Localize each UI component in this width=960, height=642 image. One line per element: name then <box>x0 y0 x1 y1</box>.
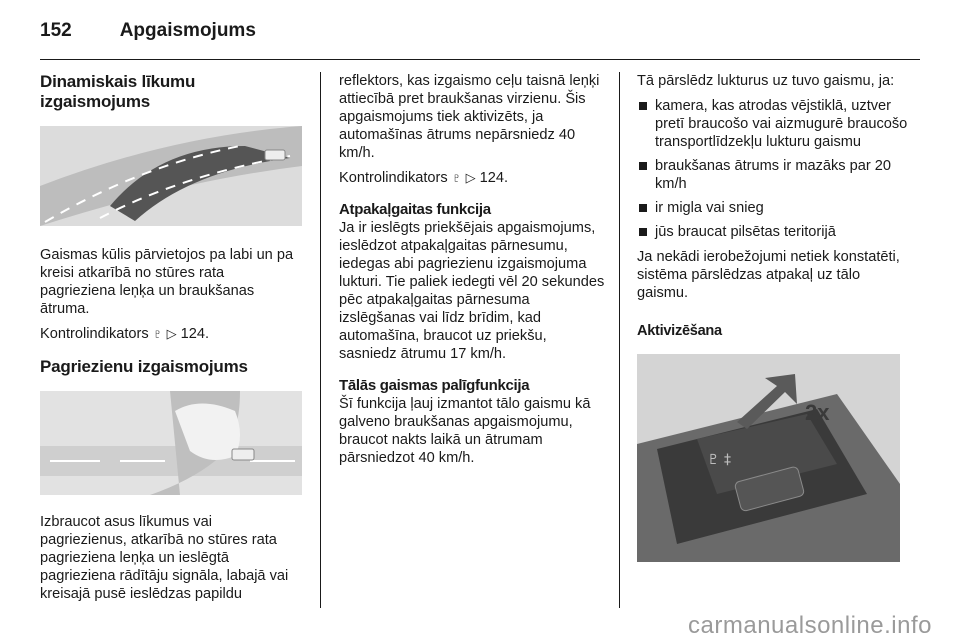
page-title: Apgaismojums <box>119 20 256 41</box>
indicator-lamp-icon: ♇ <box>152 326 163 341</box>
control-indicator-label: Kontrolindikators <box>40 326 149 342</box>
control-indicator-page-ref: 124. <box>180 326 210 342</box>
control-indicator-line-1 <box>40 325 302 343</box>
svg-text:♇ ‡: ♇ ‡ <box>707 452 732 468</box>
heading-reverse-function: Atpakaļgaitas funkcija <box>339 201 491 218</box>
paragraph-reflector-description: reflektors, kas izgaismo ceļu taisnā leņķi attiecībā pret braukšanas virzienu. Šis apgaismojums tiek aktivizēts, ja automašīnas ātrums nepārsniedz 40 km/h. <box>339 73 600 161</box>
paragraph-cornering-description: Izbraucot asus līkumus vai pagriezienus, atkarībā no stūres rata pagrieziena leņķa un ieslēgtā pagrieziena rādītāju signāla, labajā vai kreisajā pusē ieslēdzas papildu <box>40 514 289 602</box>
control-indicator-page-ref: 124. <box>479 170 509 186</box>
square-bullet-icon <box>639 102 647 110</box>
list-item: ir migla vai snieg <box>637 199 909 217</box>
curve-lighting-diagram <box>40 126 302 226</box>
list-item: jūs braucat pilsētas teritorijā <box>637 223 909 241</box>
indicator-lamp-icon: ♇ <box>451 170 462 185</box>
page-header <box>40 20 256 46</box>
page-reference-arrow-icon: ▷ <box>166 326 177 341</box>
figure-label-2x: 2x <box>805 400 830 425</box>
paragraph-switch-conditions-intro: Tā pārslēdz lukturus uz tuvo gaismu, ja: <box>637 73 895 89</box>
control-indicator-label: Kontrolindikators <box>339 170 448 186</box>
heading-dynamic-curve-lighting: Dinamiskais līkumu izgaismojums <box>40 72 196 111</box>
column-1 <box>40 72 302 610</box>
square-bullet-icon <box>639 204 647 212</box>
square-bullet-icon <box>639 228 647 236</box>
column-divider-2 <box>619 72 620 608</box>
list-item: braukšanas ātrums ir mazāks par 20 km/h <box>637 157 909 193</box>
conditions-list <box>637 97 909 241</box>
column-2 <box>339 72 607 474</box>
list-item: kamera, kas atrodas vējstiklā, uztver pretī braucošo vai aizmugurē braucošo transportlīdzekļu lukturu gaismu <box>637 97 909 151</box>
curve-lighting-illustration <box>40 126 302 226</box>
paragraph-high-beam-description: Šī funkcija ļauj izmantot tālo gaismu kā galveno braukšanas apgaismojumu, braucot nakts laikā un ātrumam pārsniedzot 40 km/h. <box>339 396 591 466</box>
column-divider-1 <box>320 72 321 608</box>
paragraph-switch-back: Ja nekādi ierobežojumi netiek konstatēti, sistēma pārslēdzas atpakaļ uz tālo gaismu. <box>637 249 900 301</box>
square-bullet-icon <box>639 162 647 170</box>
page-number: 152 <box>40 20 72 41</box>
cornering-light-diagram <box>40 391 302 495</box>
control-indicator-line-2 <box>339 169 607 187</box>
column-3 <box>637 72 909 562</box>
heading-high-beam-assist: Tālās gaismas palīgfunkcija <box>339 377 530 394</box>
turn-signal-lever-diagram <box>637 354 900 562</box>
cornering-light-illustration <box>40 391 302 495</box>
watermark: carmanualsonline.info <box>688 612 932 639</box>
page-reference-arrow-icon: ▷ <box>465 170 476 185</box>
paragraph-beam-movement: Gaismas kūlis pārvietojos pa labi un pa kreisi atkarībā no stūres rata pagrieziena leņķa un braukšanas ātruma. <box>40 247 294 317</box>
heading-cornering-light: Pagriezienu izgaismojums <box>40 357 248 376</box>
paragraph-reverse-description: Ja ir ieslēgts priekšējais apgaismojums, ieslēdzot atpakaļgaitas pārnesumu, iedegas abi pagriezienu izgaismojuma lukturi. Tie paliek iedegti vēl 20 sekundes pēc atpakaļgaitas pārnesuma izslēgšanas vai līdz brīdim, kad automašīna, braucot uz priekšu, sasniedz ātrumu 17 km/h. <box>339 220 605 362</box>
activation-illustration <box>637 354 900 562</box>
header-divider <box>40 59 920 60</box>
heading-activation: Aktivizēšana <box>637 323 722 339</box>
